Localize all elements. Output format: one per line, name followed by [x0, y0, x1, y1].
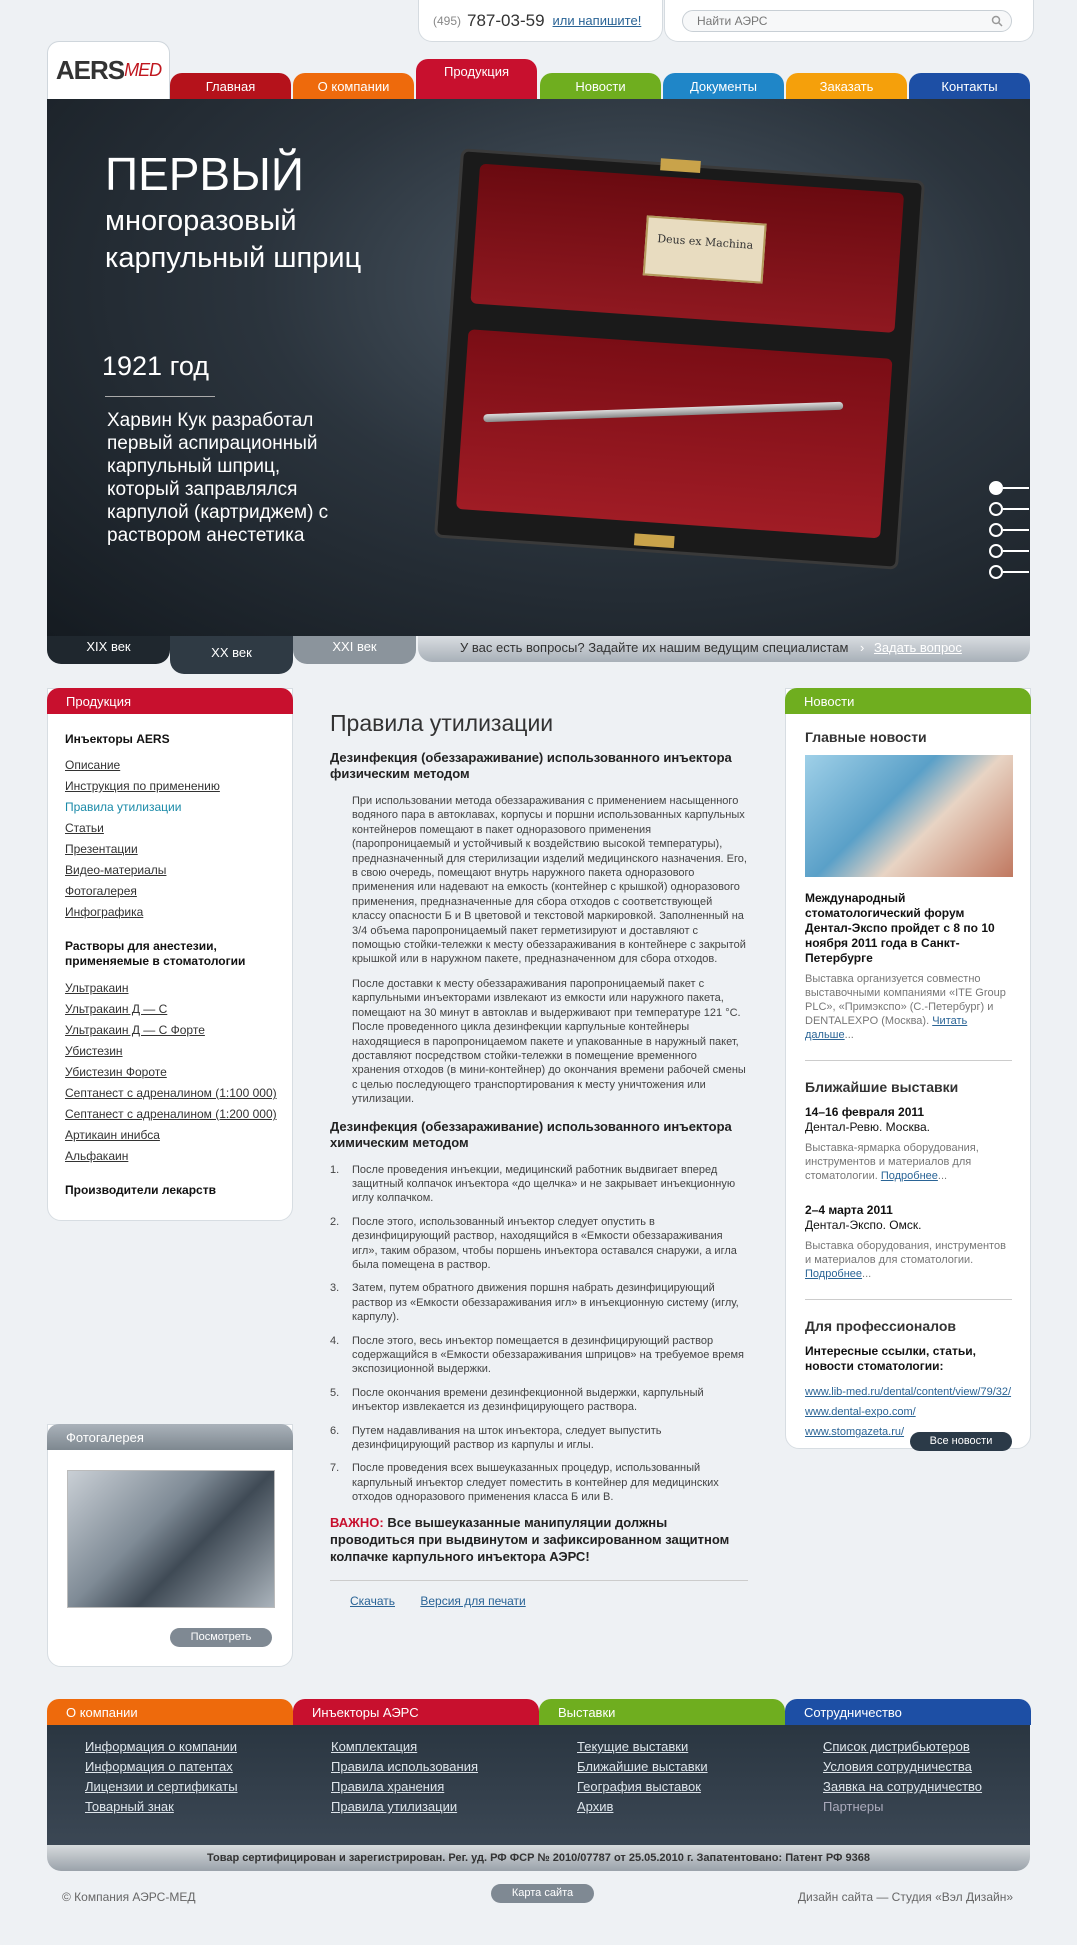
- footer-column: [85, 1737, 238, 1817]
- sidebar-item[interactable]: Ультракаин: [65, 981, 129, 995]
- news-sidebar: Новости Главные новости Международный стоматологический форум Дентал-Экспо пройдет с 8 по 10 ноября 2011 года в Санкт-Петербурге Выставка организуется совместно выставочными компаниями «ITE Group PLC», «Примэкспо» (С.-Петербург) и DENTALEXPO (Москва). Читать дальше... Ближайшие выставки 14–16 февраля 2011 Дентал-Ревю. Москва. Выставка-ярмарка оборудования, инструментов и материалов для стоматологии. Подробнее... 2–4 марта 2011 Дентал-Экспо. Омск. Выставка оборудования, инструментов и материалов для стоматологии. Подробнее... Для профессионалов Интересные ссылки, статьи, новости стоматологии: www.lib-med.ru/dental/content/view/79/32/ www.dental-expo.com/ www.stomgazeta.ru/ Все новости: [785, 688, 1031, 1449]
- sidebar-item[interactable]: Инструкция по применению: [65, 779, 220, 793]
- sidebar-item[interactable]: Септанест с адреналином (1:200 000): [65, 1107, 277, 1121]
- main-content: [330, 688, 748, 1608]
- footer-link[interactable]: Правила хранения: [331, 1779, 445, 1794]
- exhibitions-title: Ближайшие выставки: [805, 1079, 959, 1095]
- footer-section-title: Сотрудничество: [785, 1699, 1031, 1725]
- nav-tab-0[interactable]: Главная: [170, 73, 291, 99]
- warning-label: ВАЖНО:: [330, 1514, 384, 1530]
- footer-link[interactable]: Информация о патентах: [85, 1759, 233, 1774]
- exhibition-2-link[interactable]: Подробнее: [805, 1268, 863, 1280]
- read-more-link[interactable]: Читать дальше: [805, 1015, 968, 1041]
- footer-link[interactable]: Информация о компании: [85, 1739, 238, 1754]
- footer-link[interactable]: Список дистрибьютеров: [823, 1739, 970, 1754]
- steps-list: [330, 1163, 748, 1505]
- hero-text: Харвин Кук разработал первый аспирационный карпульный шприц, который заправлялся карпулой (картриджем) с раствором анестетика: [107, 410, 329, 546]
- list-item-text: Затем, путем обратного движения поршня набрать дезинфицирующий раствор из «Емкости обеззараживания игл» в инъекционную систему (иглу, карпулу).: [352, 1282, 739, 1324]
- search-icon[interactable]: [991, 15, 1003, 27]
- sidebar-item[interactable]: Фотогалерея: [65, 884, 137, 898]
- list-item-text: После этого, весь инъектор помещается в дезинфицирующий раствор содержащийся в «Емкости обеззараживания шприцов» на требуемое время экспозиционной выдержки.: [352, 1334, 745, 1376]
- gallery-photo[interactable]: [67, 1470, 275, 1608]
- century-tab-21[interactable]: XXI век: [293, 636, 416, 664]
- nav-tab-6[interactable]: Контакты: [909, 73, 1030, 99]
- search-input[interactable]: [682, 10, 1012, 32]
- hero-banner: [47, 99, 1030, 636]
- nav-tab-3[interactable]: Новости: [540, 73, 661, 99]
- news-item-text: Выставка организуется совместно выставочными компаниями «ITE Group PLC», «Примэкспо» (С.-Петербург) и DENTALEXPO (Москва).: [805, 973, 1006, 1027]
- footer-links: [47, 1725, 1030, 1845]
- exhibition-1-place: Дентал-Ревю. Москва.: [805, 1120, 930, 1134]
- search-box: [664, 0, 1034, 42]
- list-item: 2. После этого, использованный инъектор следует опустить в дезинфицирующий раствор, находящийся в «Емкости обеззараживания игл», таким образом, чтобы поршень инъектора оставался снаружи, а игла была помещена в раствор.: [330, 1215, 748, 1273]
- main-news-title: Главные новости: [805, 729, 927, 745]
- news-item-title[interactable]: Международный стоматологический форум Дентал-Экспо пройдет с 8 по 10 ноября 2011 года в Санкт-Петербурге: [805, 891, 995, 965]
- page-title: Правила утилизации: [330, 710, 554, 736]
- news-sidebar-title: Новости: [785, 688, 1031, 714]
- pro-link-1[interactable]: www.lib-med.ru/dental/content/view/79/32/: [805, 1386, 1012, 1398]
- pro-link-3[interactable]: www.stomgazeta.ru/: [805, 1426, 905, 1438]
- news-photo[interactable]: [805, 755, 1013, 877]
- slider-dot-5[interactable]: [989, 565, 1003, 579]
- footer-link[interactable]: Архив: [577, 1799, 614, 1814]
- footer-link[interactable]: Партнеры: [823, 1799, 884, 1814]
- ask-text: У вас есть вопросы? Задайте их нашим ведущим специалистам: [460, 640, 849, 655]
- products-sidebar: [47, 688, 293, 1221]
- footer-link[interactable]: География выставок: [577, 1779, 701, 1794]
- exhibition-2-text: Выставка оборудования, инструментов и материалов для стоматологии.: [805, 1240, 1006, 1266]
- list-item: 1. После проведения инъекции, медицинский работник выдвигает вперед защитный колпачок инъектора «до щелчка» и не закрывает инъекционную иглу колпачком.: [330, 1163, 748, 1206]
- group-manufacturers-title[interactable]: Производители лекарств: [65, 1183, 216, 1197]
- sidebar-item[interactable]: Презентации: [65, 842, 138, 856]
- logo[interactable]: [47, 41, 170, 99]
- warning-text: Все вышеуказанные манипуляции должны проводиться при выдвинутом и зафиксированном защитном колпачке карпульного инъектора АЭРС!: [330, 1514, 730, 1564]
- slider-dot-2[interactable]: [989, 502, 1003, 516]
- footer-section-title: О компании: [47, 1699, 293, 1725]
- gallery-view-button[interactable]: Посмотреть: [170, 1628, 272, 1647]
- paragraph-1: При использовании метода обеззараживания с применением насыщенного водяного пара в автоклавах, корпусы и поршни использованных карпульных контейнеров помещают в пакет одноразового применения (паропроницаемый и устойчивый к воздействию высокой температуры), предназначенный для стерилизации изделий медицинского назначения. Его, в свою очередь, помещают внутрь наружного пакета одноразового применения или надевают на емкость (контейнер с крышкой) одноразового применения, предназначенные для сбора отходов с соответствующей классу опасности Б и В цветовой и текстовой маркировкой. Заполненный на 3/4 объема паропроницаемый пакет герметизируют и доставляют с помощью стойки-тележки к месту обеззараживания в контейнере с закрытой крышкой или в наружном пакете, предназначенном для сбора отходов.: [352, 795, 747, 966]
- slider-dot-3[interactable]: [989, 523, 1003, 537]
- list-item: 4. После этого, весь инъектор помещается в дезинфицирующий раствор содержащийся в «Емкости обеззараживания шприцов» на требуемое время экспозиционной выдержки.: [330, 1334, 748, 1377]
- footer-link[interactable]: Правила использования: [331, 1759, 479, 1774]
- sidebar-item[interactable]: Убистезин Фороте: [65, 1065, 167, 1079]
- pro-link-2[interactable]: www.dental-expo.com/: [805, 1406, 916, 1418]
- nav-tab-2[interactable]: Продукция: [416, 59, 537, 99]
- list-item: 6. Путем надавливания на шток инъектора, следует выпустить дезинфицирующий раствор из карпулы и иглы.: [330, 1424, 748, 1453]
- exhibition-1-date: 14–16 февраля 2011: [805, 1105, 925, 1119]
- footer-link[interactable]: Условия сотрудничества: [823, 1759, 972, 1774]
- nav-tab-5[interactable]: Заказать: [786, 73, 907, 99]
- products-sidebar-title: Продукция: [47, 688, 293, 714]
- sidebar-item[interactable]: Септанест с адреналином (1:100 000): [65, 1086, 277, 1100]
- section-physical-title: Дезинфекция (обеззараживание) использованного инъектора физическим методом: [330, 750, 732, 781]
- group-injectors-title: Инъекторы AERS: [65, 732, 170, 746]
- phone-code: (495): [433, 13, 462, 28]
- phone-box: [418, 0, 663, 42]
- century-tab-19[interactable]: XIX век: [47, 636, 170, 664]
- list-item-text: Путем надавливания на шток инъектора, следует выпустить дезинфицирующий раствор из карпулы и иглы.: [352, 1424, 662, 1452]
- sidebar-item[interactable]: Статьи: [65, 821, 104, 835]
- case-label: Deus ex Machina: [643, 215, 767, 283]
- sidebar-item[interactable]: Ультракаин Д — С: [65, 1002, 168, 1016]
- certification-bar: Товар сертифицирован и зарегистрирован. Рег. уд. РФ ФСР № 2010/07787 от 25.05.2010 г. Запатентовано: Патент РФ 9368: [47, 1845, 1030, 1871]
- write-us-link[interactable]: или напишите!: [552, 13, 642, 28]
- footer-link[interactable]: Правила утилизации: [331, 1799, 458, 1814]
- list-item-text: После проведения инъекции, медицинский работник выдвигает вперед защитный колпачок инъектора «до щелчка» и не закрывает инъекционную иглу колпачком.: [352, 1163, 736, 1205]
- century-tab-20[interactable]: XX век: [170, 636, 293, 674]
- professionals-subtitle: Интересные ссылки, статьи, новости стоматологии:: [805, 1344, 976, 1373]
- nav-tab-1[interactable]: О компании: [293, 73, 414, 99]
- professionals-title: Для профессионалов: [805, 1318, 956, 1334]
- syringe-case-image: [434, 148, 925, 569]
- copyright: © Компания АЭРС-МЕД: [62, 1890, 196, 1904]
- section-chemical-title: Дезинфекция (обеззараживание) использованного инъектора химическим методом: [330, 1118, 732, 1150]
- footer-column: [331, 1737, 478, 1817]
- exhibition-1-link[interactable]: Подробнее: [880, 1170, 938, 1182]
- arrow-icon: ›: [860, 640, 865, 655]
- footer-column: [823, 1737, 982, 1817]
- sitemap-button[interactable]: Карта сайта: [491, 1884, 594, 1903]
- sidebar-item[interactable]: Альфакаин: [65, 1149, 129, 1163]
- nav-tab-4[interactable]: Документы: [663, 73, 784, 99]
- list-item-text: После проведения всех вышеуказанных процедур, использованный карпульный инъектор следует поместить в контейнер для медицинских отходов одноразового применения класса Б или В.: [352, 1462, 719, 1504]
- logo-text: AERS: [55, 55, 125, 85]
- sidebar-item[interactable]: Инфографика: [65, 905, 144, 919]
- exhibition-1-text: Выставка-ярмарка оборудования, инструментов и материалов для стоматологии.: [805, 1142, 979, 1182]
- hero-divider: [105, 396, 215, 397]
- photo-gallery: [47, 1424, 293, 1667]
- list-item-text: После окончания времени дезинфекционной выдержки, карпульный инъектор извлекается из дезинфицирующего раствора.: [352, 1386, 704, 1414]
- print-link[interactable]: Версия для печати: [420, 1593, 526, 1608]
- footer-link[interactable]: Лицензии и сертификаты: [85, 1779, 238, 1794]
- footer-link[interactable]: Текущие выставки: [577, 1739, 689, 1754]
- slider-dot-1[interactable]: [989, 481, 1003, 495]
- exhibition-2-place: Дентал-Экспо. Омск.: [805, 1218, 922, 1232]
- download-link[interactable]: Скачать: [350, 1593, 395, 1608]
- slider-dot-4[interactable]: [989, 544, 1003, 558]
- sidebar-item[interactable]: Ультракаин Д — С Форте: [65, 1023, 205, 1037]
- warning: [330, 1514, 748, 1565]
- sidebar-item[interactable]: Правила утилизации: [65, 800, 182, 814]
- paragraph-2: После доставки к месту обеззараживания паропроницаемый пакет с карпульными инъекторами извлекают из емкости или наружного пакета, помещают на 30 минут в автоклав и выдерживают при температуре 121 °С. После проведенного цикла дезинфекции карпульные контейнеры находящиеся в паропроницаемом пакете и упакованные в наружный пакет, доставляют посредством стойки-тележки в помещение временного хранения отходов (в мини-контейнер) до окончания времени рабочей смены с целью последующего транспортирования к месту уничтожения или утилизации.: [352, 977, 746, 1106]
- sidebar-item[interactable]: Убистезин: [65, 1044, 123, 1058]
- sidebar-item[interactable]: Описание: [65, 758, 121, 772]
- logo-sub: MED: [124, 60, 162, 80]
- footer-link[interactable]: Товарный знак: [85, 1799, 174, 1814]
- list-item-text: После этого, использованный инъектор следует опустить в дезинфицирующий раствор, находящийся в «Емкости обеззараживания игл», таким образом, чтобы поршень инъектора оставался снаружи, а игла была помещена в раствор.: [352, 1215, 737, 1271]
- sidebar-item[interactable]: Видео-материалы: [65, 863, 167, 877]
- ask-question-link[interactable]: Задать вопрос: [873, 640, 962, 655]
- ask-question-bar: [418, 636, 1030, 662]
- group-solutions-title: Растворы для анестезии, применяемые в стоматологии: [65, 939, 246, 968]
- exhibition-2-date: 2–4 марта 2011: [805, 1203, 893, 1217]
- footer-section-title: Инъекторы АЭРС: [293, 1699, 539, 1725]
- list-item: 3. Затем, путем обратного движения поршня набрать дезинфицирующий раствор из «Емкости обеззараживания игл» в инъекционную систему (иглу, карпулу).: [330, 1281, 748, 1324]
- search-placeholder: Найти АЭРС: [697, 13, 768, 28]
- list-item: 5. После окончания времени дезинфекционной выдержки, карпульный инъектор извлекается из дезинфицирующего раствора.: [330, 1386, 748, 1415]
- gallery-title: Фотогалерея: [47, 1424, 293, 1450]
- footer-link[interactable]: Ближайшие выставки: [577, 1759, 708, 1774]
- hero-first: ПЕРВЫЙ: [105, 148, 304, 200]
- design-credit[interactable]: Дизайн сайта — Студия «Вэл Дизайн»: [797, 1890, 1013, 1904]
- list-item: 7. После проведения всех вышеуказанных процедур, использованный карпульный инъектор следует поместить в контейнер для медицинских отходов одноразового применения класса Б или В.: [330, 1461, 748, 1504]
- footer-column: [577, 1737, 708, 1817]
- hero-year: 1921 год: [102, 351, 209, 381]
- all-news-button[interactable]: Все новости: [910, 1432, 1012, 1451]
- footer-link[interactable]: Заявка на сотрудничество: [823, 1779, 983, 1794]
- hero-subtitle: многоразовый карпульный шприц: [105, 205, 362, 274]
- footer-link[interactable]: Комплектация: [331, 1739, 418, 1754]
- footer-section-title: Выставки: [539, 1699, 785, 1725]
- phone-number: 787-03-59: [467, 10, 545, 30]
- sidebar-item[interactable]: Артикаин инибса: [65, 1128, 160, 1142]
